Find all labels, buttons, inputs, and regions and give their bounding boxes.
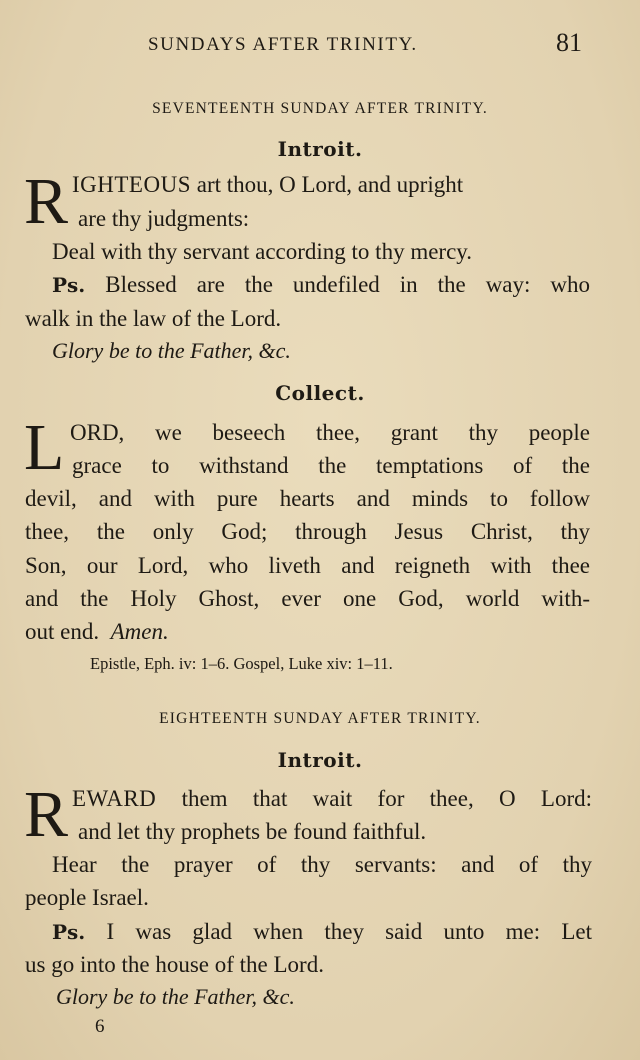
s18-introit-line-4: people Israel. — [25, 885, 149, 910]
s17-introit-line-2: are thy judgments: — [78, 206, 250, 231]
s17-collect-line-1: ORD, we beseech thee, grant thy people — [70, 420, 591, 445]
s17-readings: Epistle, Eph. iv: 1–6. Gospel, Luke xiv: 1–11. — [90, 654, 393, 673]
running-head — [0, 28, 640, 62]
s18-psalm-line-2: us go into the house of the Lord. — [25, 952, 324, 977]
s17-introit-label: Introit. — [277, 137, 363, 161]
s18-introit-label: Introit. — [277, 748, 363, 772]
s17-collect-line-3: devil, and with pure hearts and minds to follow — [25, 486, 590, 511]
s17-introit-line-3: Deal with thy servant according to thy mercy. — [52, 239, 473, 264]
s17-collect-line-7: out end. Amen. — [25, 619, 169, 644]
s17-psalm-line-1: Ps. Blessed are the undefiled in the way: who — [52, 272, 591, 297]
s17-introit-drop-cap: R — [24, 165, 69, 238]
s17-introit-line-1: IGHTEOUS art thou, O Lord, and upright — [72, 172, 464, 197]
s17-psalm-line-2: walk in the law of the Lord. — [25, 306, 282, 331]
s17-psalm-label: Ps. — [52, 273, 86, 297]
s18-introit-drop-cap: R — [24, 778, 69, 851]
s18-psalm-line-1: Ps. I was glad when they said unto me: Let — [52, 919, 592, 944]
s18-introit-line-2: and let thy prophets be found faithful. — [78, 819, 427, 844]
s18-introit-line-1: EWARD them that wait for thee, O Lord: — [72, 786, 592, 811]
s18-psalm-label: Ps. — [52, 920, 86, 944]
s17-collect-line-4: thee, the only God; through Jesus Christ, thy — [25, 519, 590, 544]
s17-collect-drop-cap: L — [24, 411, 65, 484]
s17-collect-line-2: grace to withstand the temptations of the — [72, 453, 590, 478]
signature-mark: 6 — [95, 1016, 105, 1037]
running-head-title: SUNDAYS AFTER TRINITY. — [148, 34, 418, 55]
s17-amen: Amen. — [110, 619, 169, 644]
s18-introit-line-3: Hear the prayer of thy servants: and of thy — [52, 852, 592, 877]
page-number: 81 — [556, 28, 582, 57]
s17-collect-line-5: Son, our Lord, who liveth and reigneth with thee — [25, 553, 590, 578]
s17-collect-label: Collect. — [275, 381, 365, 405]
s17-collect-line-6: and the Holy Ghost, ever one God, world with- — [25, 586, 590, 611]
s17-gloria: Glory be to the Father, &c. — [52, 338, 291, 363]
s17-heading: SEVENTEENTH SUNDAY AFTER TRINITY. — [152, 100, 488, 117]
s18-gloria: Glory be to the Father, &c. — [56, 984, 295, 1009]
s18-heading: EIGHTEENTH SUNDAY AFTER TRINITY. — [159, 710, 481, 727]
